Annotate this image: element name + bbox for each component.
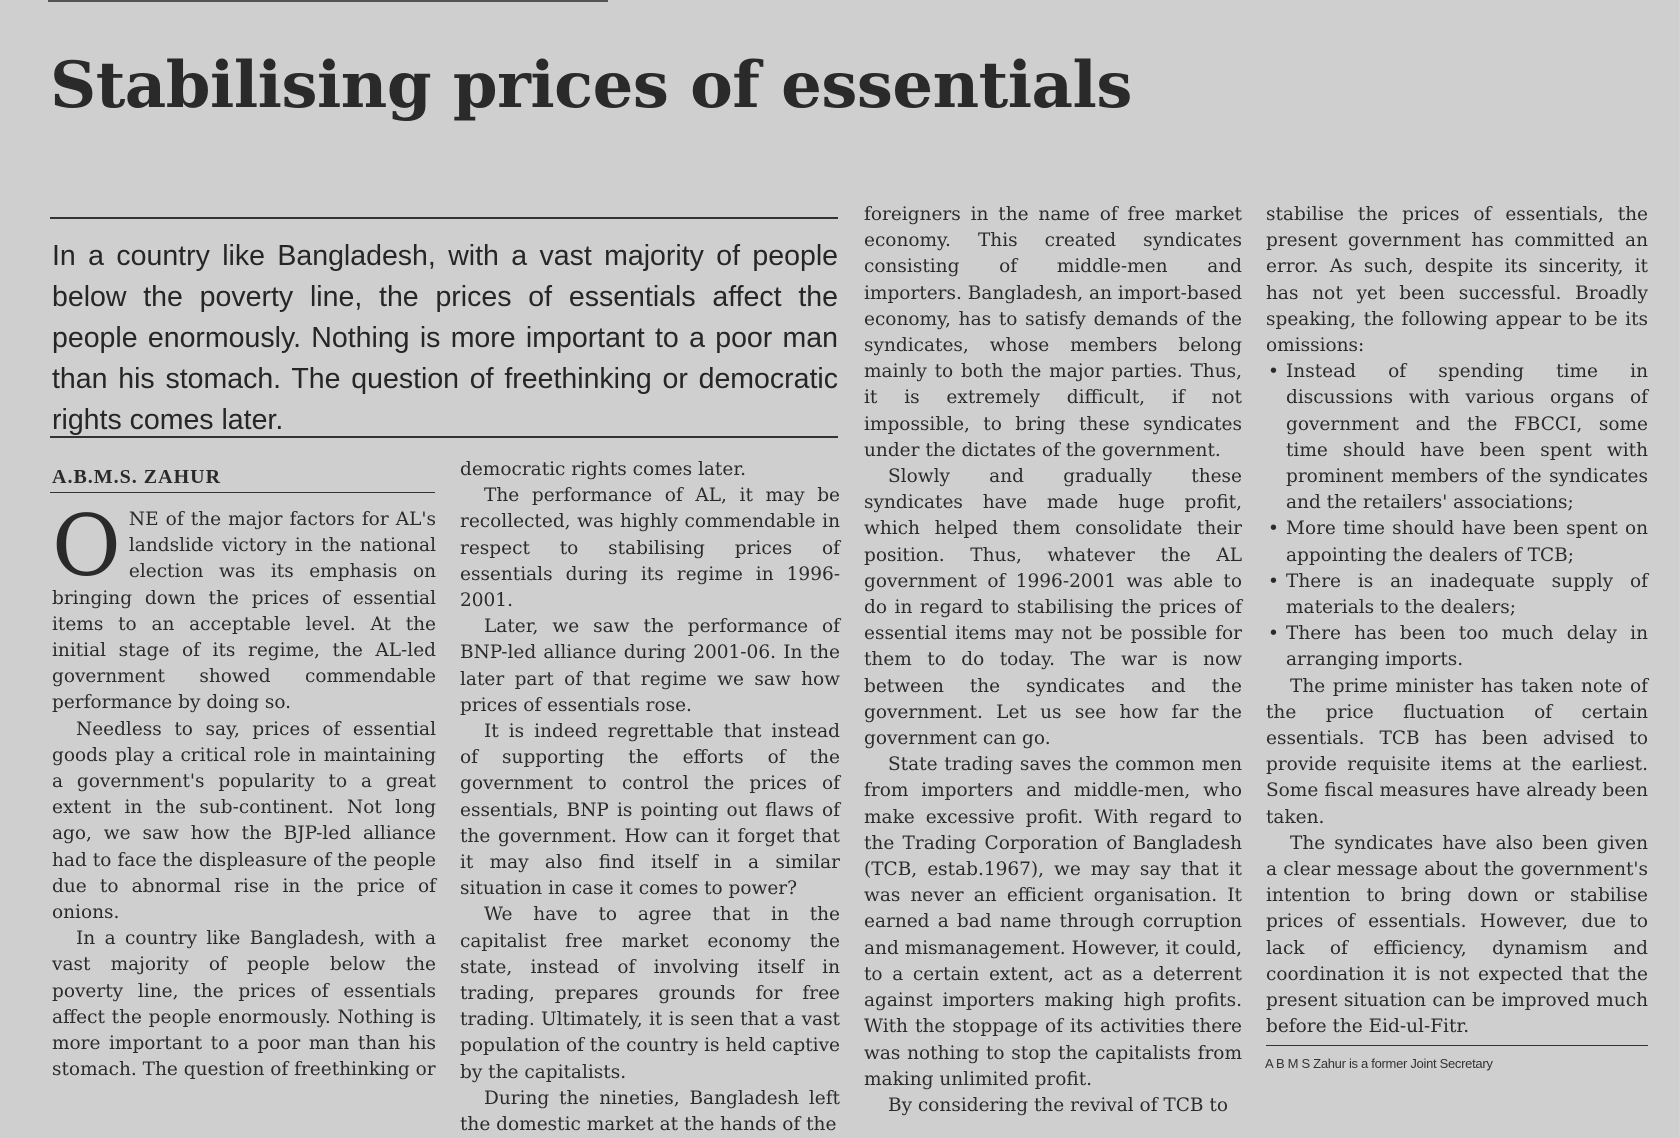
column-4 [1266,202,1648,1041]
standfirst-top-rule [50,217,838,219]
paragraph: Later, we saw the performance of BNP-led alliance during 2001-06. In the later part of that regime we saw how prices of essentials rose. [460,616,840,716]
footnote-rule [1266,1045,1648,1046]
author-note: A B M S Zahur is a former Joint Secretary [1265,1056,1493,1071]
lead-text: NE of the major factors for AL's landslide victory in the national election was its emphasis on bringing down the prices of essential items to an acceptable level. At the initial stage of its regime, the AL-led government showed commendable performance by doing so. [52,509,436,714]
list-item: • There has been too much delay in arranging imports. [1266,621,1648,673]
headline: Stabilising prices of essentials [50,48,1132,123]
column-1 [52,497,436,1083]
paragraph: State trading saves the common men from importers and middle-men, who make excessive profit. With regard to the Trading Corporation of Bangladesh (TCB, estab.1967), we may say that it was never an efficient organisation. It earned a bad name through corruption and mismanagement. However, it could, to a certain extent, act as a deterrent against importers making high profits. With the stoppage of its activities there was nothing to stop the capitalists from making unlimited profit. [864,754,1242,1090]
byline: A.B.M.S. ZAHUR [52,466,222,488]
list-item: • More time should have been spent on appointing the dealers of TCB; [1266,516,1648,568]
paragraph: It is indeed regrettable that instead of supporting the efforts of the government to control the prices of essentials, BNP is pointing out flaws of the government. How can it forget that it may also find itself in a similar situation in case it comes to power? [460,721,840,900]
drop-cap: O [52,497,121,595]
list-item: • There is an inadequate supply of materials to the dealers; [1266,569,1648,621]
paragraph: By considering the revival of TCB to [888,1094,1228,1116]
paragraph: In a country like Bangladesh, with a vast majority of people below the poverty line, the prices of essentials affect the people enormously. Nothing is more important to a poor man than his stomach. The question of freethinking or [52,928,436,1081]
omissions-list [1266,359,1648,673]
paragraph: stabilise the prices of essentials, the present government has committed an error. As such, despite its sincerity, it has not yet been successful. Broadly speaking, the following appear to be its omissions: [1266,204,1648,357]
paragraph: The syndicates have also been given a clear message about the government's intention to bring down or stabilise prices of essentials. However, due to lack of efficiency, dynamism and coordination it is not expected that the present situation can be improved much before the Eid-ul-Fitr. [1266,832,1648,1038]
paragraph: We have to agree that in the capitalist free market economy the state, instead of involving itself in trading, prepares grounds for free trading. Ultimately, it is seen that a vast population of the country is held captive by the capitalists. [460,904,840,1083]
list-item: • Instead of spending time in discussions with various organs of government and the FBCCI, some time should have been spent with prominent members of the syndicates and the retailers' associations; [1266,359,1648,516]
column-3 [864,202,1242,1119]
paragraph: The prime minister has taken note of the price fluctuation of certain essentials. TCB has been advised to provide requisite items at the earliest. Some fiscal measures have already been taken. [1266,675,1648,828]
standfirst: In a country like Bangladesh, with a vast majority of people below the poverty line, the prices of essentials affect the people enormously. Nothing is more important to a poor man than his stomach. The question of freethinking or democratic rights comes later. [52,240,838,436]
standfirst-bottom-rule [50,436,838,438]
column-2 [460,457,840,1138]
paragraph: democratic rights comes later. [460,459,747,480]
paragraph: The performance of AL, it may be recollected, was highly commendable in respect to stabilising prices of essentials during its regime in 1996-2001. [460,485,840,612]
top-rule [48,0,608,2]
paragraph: Needless to say, prices of essential goods play a critical role in maintaining a government's popularity to a great extent in the sub-continent. Not long ago, we saw how the BJP-led alliance had to face the displeasure of the people due to abnormal rise in the price of onions. [52,718,436,924]
lead-paragraph [52,497,436,717]
paragraph: Slowly and gradually these syndicates have made huge profit, which helped them consolidate their position. Thus, whatever the AL government of 1996-2001 was able to do in regard to stabilising the prices of essential items may not be possible for them to do today. The war is now between the syndicates and the government. Let us see how far the government can go. [864,466,1242,750]
byline-rule [50,492,435,493]
paragraph: foreigners in the name of free market economy. This created syndicates consisting of middle-men and importers. Bangladesh, an import-based economy, has to satisfy demands of the syndicates, whose members belong mainly to both the major parties. Thus, it is extremely difficult, if not impossible, to bring these syndicates under the dictates of the government. [864,204,1243,461]
paragraph: During the nineties, Bangladesh left the domestic market at the hands of the [460,1087,840,1136]
